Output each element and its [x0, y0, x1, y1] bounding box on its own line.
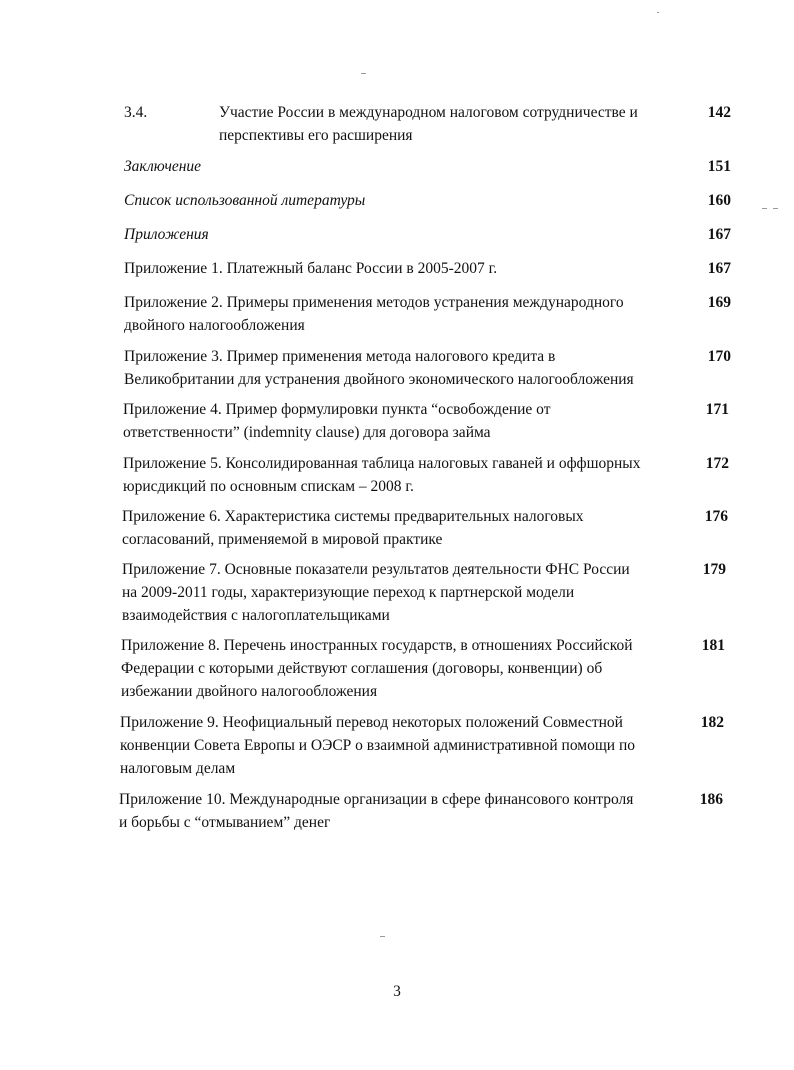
toc-title-line: взаимодействия с налогоплательщиками: [122, 607, 390, 624]
toc-title-line: на 2009-2011 годы, характеризующие переход к партнерской модели: [122, 584, 575, 601]
toc-page-number: 142: [707, 104, 731, 121]
toc-page-number: 170: [707, 348, 731, 365]
toc-page-number: 176: [704, 508, 728, 525]
toc-section-number: 3.4.: [124, 104, 148, 121]
scan-speck: [762, 208, 767, 209]
scan-speck: [773, 208, 778, 209]
toc-title-line: Великобритании для устранения двойного экономического налогообложения: [124, 371, 634, 388]
page-number: 3: [393, 983, 401, 1000]
toc-title-line: ответственности” (indemnity clause) для договора займа: [123, 424, 491, 441]
toc-title-line: Приложения: [124, 226, 209, 243]
toc-page-number: 172: [705, 455, 729, 472]
toc-title-line: Приложение 7. Основные показатели результатов деятельности ФНС России: [122, 561, 630, 578]
scan-speck: [361, 73, 366, 74]
toc-title-line: двойного налогообложения: [124, 317, 305, 334]
toc-page-number: 181: [701, 637, 725, 654]
toc-title-line: Приложение 9. Неофициальный перевод некоторых положений Совместной: [120, 714, 623, 731]
toc-title-line: Приложение 2. Примеры применения методов устранения международного: [124, 294, 624, 311]
toc-title-line: Приложение 3. Пример применения метода налогового кредита в: [124, 348, 556, 365]
toc-page-number: 171: [705, 401, 729, 418]
toc-page-number: 169: [707, 294, 731, 311]
scan-speck: [657, 12, 659, 13]
scan-speck: [380, 936, 385, 937]
toc-title-line: Приложение 5. Консолидированная таблица налоговых гаваней и оффшорных: [123, 455, 641, 472]
toc-page-number: 151: [707, 158, 731, 175]
toc-title-line: Приложение 1. Платежный баланс России в 2005-2007 г.: [124, 260, 498, 277]
toc-page-number: 186: [699, 791, 723, 808]
toc-page-number: 160: [707, 192, 731, 209]
toc-title-line: Приложение 6. Характеристика системы предварительных налоговых: [122, 508, 584, 525]
toc-title-line: юрисдикций по основным спискам – 2008 г.: [123, 478, 414, 495]
toc-title-line: перспективы его расширения: [219, 127, 413, 144]
toc-title-line: Приложение 8. Перечень иностранных государств, в отношениях Российской: [121, 637, 633, 654]
toc-title-line: Приложение 4. Пример формулировки пункта “освобождение от: [123, 401, 551, 418]
toc-title-line: согласований, применяемой в мировой практике: [122, 531, 443, 548]
toc-title-line: избежании двойного налогообложения: [121, 683, 378, 700]
toc-title-line: Федерации с которыми действуют соглашения (договоры, конвенции) об: [121, 660, 603, 677]
toc-page-number: 182: [700, 714, 724, 731]
toc-title-line: и борьбы с “отмыванием” денег: [119, 814, 331, 831]
toc-title-line: конвенции Совета Европы и ОЭСР о взаимной административной помощи по: [120, 737, 636, 754]
toc-title-line: Приложение 10. Международные организации в сфере финансового контроля: [119, 791, 634, 808]
toc-title-line: Список использованной литературы: [124, 192, 366, 209]
toc-page-number: 167: [707, 226, 731, 243]
toc-title-line: Заключение: [124, 158, 202, 175]
toc-page-number: 179: [702, 561, 726, 578]
toc-title-line: налоговым делам: [120, 760, 236, 777]
toc-page-number: 167: [707, 260, 731, 277]
toc-title-line: Участие России в международном налоговом сотрудничестве и: [219, 104, 638, 121]
